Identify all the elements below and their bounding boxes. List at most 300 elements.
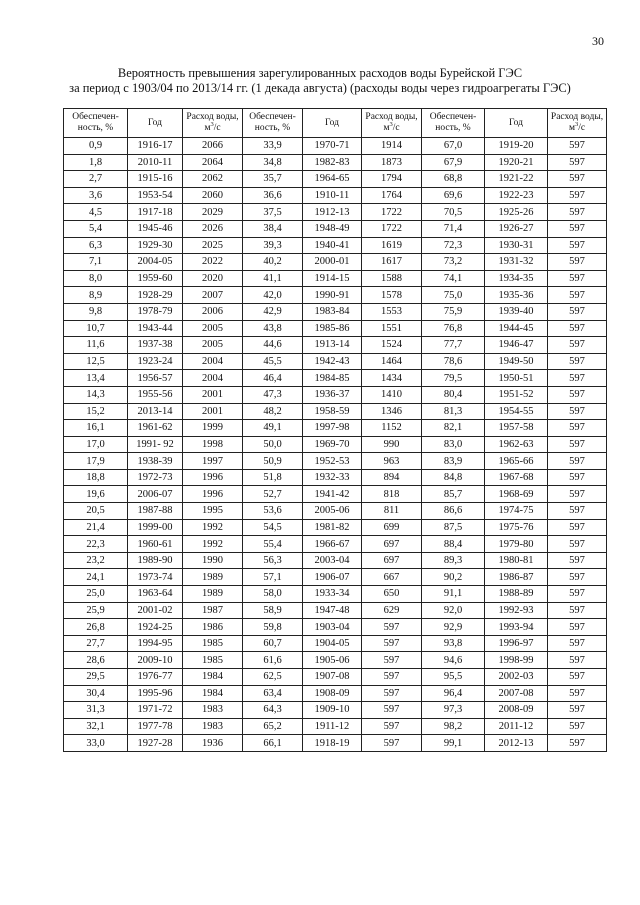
cell-year-3: 1920-21: [485, 154, 548, 171]
cell-prob-2: 51,8: [243, 469, 303, 486]
cell-flow-3: 597: [548, 420, 607, 437]
cell-flow-2: 699: [362, 519, 422, 536]
cell-prob-3: 69,6: [422, 187, 485, 204]
table-row: [64, 486, 607, 503]
cell-flow-1: 2066: [183, 138, 243, 155]
cell-year-1: 2013-14: [128, 403, 183, 420]
table-row: [64, 602, 607, 619]
cell-year-2: 1933-34: [303, 586, 362, 603]
cell-year-1: 1963-64: [128, 586, 183, 603]
table-row: [64, 320, 607, 337]
cell-flow-3: 597: [548, 718, 607, 735]
table-row: [64, 154, 607, 171]
cell-flow-2: 963: [362, 453, 422, 470]
cell-prob-1: 15,2: [64, 403, 128, 420]
cell-year-1: 1956-57: [128, 370, 183, 387]
cell-flow-1: 1984: [183, 669, 243, 686]
cell-flow-3: 597: [548, 735, 607, 752]
cell-flow-1: 1987: [183, 602, 243, 619]
cell-year-1: 1937-38: [128, 337, 183, 354]
cell-year-2: 1906-07: [303, 569, 362, 586]
table-row: [64, 586, 607, 603]
cell-prob-1: 33,0: [64, 735, 128, 752]
table-row: [64, 735, 607, 752]
cell-prob-2: 37,5: [243, 204, 303, 221]
cell-prob-2: 35,7: [243, 171, 303, 188]
cell-flow-1: 2064: [183, 154, 243, 171]
cell-year-1: 2001-02: [128, 602, 183, 619]
cell-prob-1: 8,0: [64, 270, 128, 287]
table-row: [64, 702, 607, 719]
cell-prob-2: 49,1: [243, 420, 303, 437]
table-row: [64, 552, 607, 569]
table-row: [64, 138, 607, 155]
table-row: [64, 171, 607, 188]
header-flow-text: Расход воды, м: [365, 112, 418, 133]
cell-prob-2: 52,7: [243, 486, 303, 503]
table-row: [64, 569, 607, 586]
table-row: [64, 685, 607, 702]
cell-prob-2: 40,2: [243, 254, 303, 271]
table-row: [64, 386, 607, 403]
cell-flow-3: 597: [548, 702, 607, 719]
cell-year-3: 1992-93: [485, 602, 548, 619]
cell-year-2: 1983-84: [303, 303, 362, 320]
header-flow-sup: 3: [389, 120, 393, 128]
cell-flow-1: 2006: [183, 303, 243, 320]
cell-prob-3: 87,5: [422, 519, 485, 536]
cell-flow-2: 1794: [362, 171, 422, 188]
cell-flow-2: 1588: [362, 270, 422, 287]
cell-year-3: 1925-26: [485, 204, 548, 221]
cell-prob-2: 48,2: [243, 403, 303, 420]
cell-flow-1: 2020: [183, 270, 243, 287]
cell-prob-1: 6,3: [64, 237, 128, 254]
cell-prob-3: 67,9: [422, 154, 485, 171]
cell-year-3: 1951-52: [485, 386, 548, 403]
cell-flow-3: 597: [548, 254, 607, 271]
cell-flow-2: 1551: [362, 320, 422, 337]
cell-prob-3: 79,5: [422, 370, 485, 387]
table-row: [64, 337, 607, 354]
cell-year-2: 1907-08: [303, 669, 362, 686]
cell-prob-2: 58,9: [243, 602, 303, 619]
cell-year-3: 2011-12: [485, 718, 548, 735]
cell-year-3: 1926-27: [485, 220, 548, 237]
cell-prob-2: 53,6: [243, 503, 303, 520]
cell-year-2: 1997-98: [303, 420, 362, 437]
cell-year-3: 1954-55: [485, 403, 548, 420]
cell-year-1: 2004-05: [128, 254, 183, 271]
cell-year-2: 1912-13: [303, 204, 362, 221]
cell-prob-3: 73,2: [422, 254, 485, 271]
cell-prob-3: 91,1: [422, 586, 485, 603]
page-number: 30: [592, 34, 604, 48]
cell-prob-3: 92,9: [422, 619, 485, 636]
cell-prob-2: 56,3: [243, 552, 303, 569]
cell-flow-1: 2022: [183, 254, 243, 271]
cell-flow-2: 1722: [362, 220, 422, 237]
cell-flow-2: 1524: [362, 337, 422, 354]
probability-table: [63, 108, 607, 752]
cell-flow-3: 597: [548, 453, 607, 470]
cell-flow-3: 597: [548, 669, 607, 686]
cell-year-1: 1929-30: [128, 237, 183, 254]
cell-prob-3: 77,7: [422, 337, 485, 354]
cell-prob-3: 85,7: [422, 486, 485, 503]
cell-flow-3: 597: [548, 619, 607, 636]
cell-flow-1: 2001: [183, 386, 243, 403]
table-row: [64, 287, 607, 304]
cell-prob-2: 61,6: [243, 652, 303, 669]
cell-year-1: 1972-73: [128, 469, 183, 486]
cell-flow-2: 811: [362, 503, 422, 520]
cell-flow-2: 597: [362, 652, 422, 669]
cell-prob-1: 32,1: [64, 718, 128, 735]
cell-flow-3: 597: [548, 519, 607, 536]
cell-year-1: 1976-77: [128, 669, 183, 686]
cell-prob-2: 50,0: [243, 436, 303, 453]
cell-flow-3: 597: [548, 171, 607, 188]
cell-year-1: 1960-61: [128, 536, 183, 553]
cell-year-3: 2007-08: [485, 685, 548, 702]
cell-prob-3: 74,1: [422, 270, 485, 287]
cell-prob-1: 25,0: [64, 586, 128, 603]
cell-year-1: 1945-46: [128, 220, 183, 237]
cell-prob-1: 22,3: [64, 536, 128, 553]
table-row: [64, 469, 607, 486]
cell-year-1: 1915-16: [128, 171, 183, 188]
cell-flow-3: 597: [548, 552, 607, 569]
cell-flow-1: 1992: [183, 536, 243, 553]
cell-year-2: 1914-15: [303, 270, 362, 287]
cell-year-3: 1957-58: [485, 420, 548, 437]
cell-prob-3: 98,2: [422, 718, 485, 735]
cell-prob-3: 92,0: [422, 602, 485, 619]
cell-year-3: 1974-75: [485, 503, 548, 520]
cell-flow-2: 667: [362, 569, 422, 586]
cell-flow-1: 1999: [183, 420, 243, 437]
cell-prob-1: 17,0: [64, 436, 128, 453]
cell-prob-1: 23,2: [64, 552, 128, 569]
cell-prob-2: 64,3: [243, 702, 303, 719]
cell-flow-2: 650: [362, 586, 422, 603]
cell-flow-2: 1410: [362, 386, 422, 403]
cell-year-2: 1990-91: [303, 287, 362, 304]
cell-year-3: 1986-87: [485, 569, 548, 586]
cell-year-1: 1973-74: [128, 569, 183, 586]
header-flow-unit: /с: [392, 123, 400, 133]
cell-prob-2: 42,0: [243, 287, 303, 304]
cell-year-3: 1979-80: [485, 536, 548, 553]
table-row: [64, 403, 607, 420]
cell-flow-1: 1996: [183, 486, 243, 503]
cell-flow-1: 1986: [183, 619, 243, 636]
cell-flow-2: 597: [362, 735, 422, 752]
cell-year-3: 1946-47: [485, 337, 548, 354]
cell-flow-2: 597: [362, 718, 422, 735]
cell-flow-2: 894: [362, 469, 422, 486]
cell-flow-1: 2005: [183, 337, 243, 354]
cell-year-1: 1978-79: [128, 303, 183, 320]
cell-prob-1: 29,5: [64, 669, 128, 686]
cell-prob-1: 25,9: [64, 602, 128, 619]
cell-prob-3: 90,2: [422, 569, 485, 586]
cell-flow-3: 597: [548, 386, 607, 403]
cell-prob-2: 60,7: [243, 635, 303, 652]
cell-flow-1: 2025: [183, 237, 243, 254]
cell-flow-1: 2007: [183, 287, 243, 304]
header-prob-2: Обеспечен-ность, %: [243, 109, 303, 138]
cell-prob-3: 78,6: [422, 353, 485, 370]
table-body: [64, 138, 607, 752]
header-flow-2: [362, 109, 422, 138]
cell-prob-3: 86,6: [422, 503, 485, 520]
cell-flow-2: 1346: [362, 403, 422, 420]
cell-year-2: 2005-06: [303, 503, 362, 520]
cell-year-2: 1982-83: [303, 154, 362, 171]
cell-year-2: 1947-48: [303, 602, 362, 619]
header-flow-text: Расход воды, м: [186, 112, 239, 133]
cell-prob-2: 65,2: [243, 718, 303, 735]
table-row: [64, 453, 607, 470]
cell-prob-1: 8,9: [64, 287, 128, 304]
cell-flow-2: 818: [362, 486, 422, 503]
cell-flow-1: 1936: [183, 735, 243, 752]
cell-prob-2: 42,9: [243, 303, 303, 320]
cell-flow-1: 2001: [183, 403, 243, 420]
cell-flow-3: 597: [548, 154, 607, 171]
cell-prob-1: 27,7: [64, 635, 128, 652]
cell-flow-2: 1553: [362, 303, 422, 320]
cell-flow-2: 1914: [362, 138, 422, 155]
cell-flow-1: 1985: [183, 635, 243, 652]
cell-flow-2: 1722: [362, 204, 422, 221]
cell-year-1: 1928-29: [128, 287, 183, 304]
cell-prob-1: 26,8: [64, 619, 128, 636]
cell-year-2: 1909-10: [303, 702, 362, 719]
table-row: [64, 353, 607, 370]
cell-prob-2: 43,8: [243, 320, 303, 337]
cell-prob-3: 71,4: [422, 220, 485, 237]
cell-year-2: 1984-85: [303, 370, 362, 387]
cell-flow-1: 1983: [183, 702, 243, 719]
cell-prob-1: 13,4: [64, 370, 128, 387]
cell-prob-3: 84,8: [422, 469, 485, 486]
cell-flow-3: 597: [548, 652, 607, 669]
cell-prob-3: 75,9: [422, 303, 485, 320]
cell-flow-3: 597: [548, 602, 607, 619]
cell-prob-3: 68,8: [422, 171, 485, 188]
cell-year-3: 2002-03: [485, 669, 548, 686]
cell-prob-2: 55,4: [243, 536, 303, 553]
cell-year-1: 1995-96: [128, 685, 183, 702]
cell-flow-3: 597: [548, 353, 607, 370]
cell-prob-3: 75,0: [422, 287, 485, 304]
cell-flow-1: 1989: [183, 586, 243, 603]
cell-prob-3: 88,4: [422, 536, 485, 553]
cell-flow-2: 1764: [362, 187, 422, 204]
header-flow-unit: /с: [578, 123, 586, 133]
cell-prob-3: 80,4: [422, 386, 485, 403]
cell-flow-2: 1873: [362, 154, 422, 171]
cell-year-1: 1938-39: [128, 453, 183, 470]
cell-flow-1: 2026: [183, 220, 243, 237]
header-prob-3: Обеспечен-ность, %: [422, 109, 485, 138]
cell-flow-3: 597: [548, 403, 607, 420]
cell-year-3: 1935-36: [485, 287, 548, 304]
cell-flow-3: 597: [548, 536, 607, 553]
cell-year-3: 1998-99: [485, 652, 548, 669]
cell-flow-3: 597: [548, 486, 607, 503]
cell-prob-2: 34,8: [243, 154, 303, 171]
cell-prob-1: 0,9: [64, 138, 128, 155]
cell-flow-2: 597: [362, 702, 422, 719]
cell-flow-3: 597: [548, 685, 607, 702]
cell-prob-2: 66,1: [243, 735, 303, 752]
cell-flow-1: 2060: [183, 187, 243, 204]
cell-year-2: 1911-12: [303, 718, 362, 735]
cell-prob-3: 81,3: [422, 403, 485, 420]
cell-year-1: 1991- 92: [128, 436, 183, 453]
cell-flow-1: 1996: [183, 469, 243, 486]
cell-year-2: 1941-42: [303, 486, 362, 503]
cell-year-1: 1923-24: [128, 353, 183, 370]
cell-flow-1: 2029: [183, 204, 243, 221]
cell-year-3: 1931-32: [485, 254, 548, 271]
cell-prob-2: 33,9: [243, 138, 303, 155]
cell-prob-3: 99,1: [422, 735, 485, 752]
cell-year-3: 1980-81: [485, 552, 548, 569]
cell-prob-3: 96,4: [422, 685, 485, 702]
cell-year-3: 1922-23: [485, 187, 548, 204]
cell-flow-2: 1434: [362, 370, 422, 387]
cell-year-3: 1962-63: [485, 436, 548, 453]
header-flow-3: [548, 109, 607, 138]
cell-year-1: 2009-10: [128, 652, 183, 669]
cell-year-1: 1999-00: [128, 519, 183, 536]
cell-year-2: 1958-59: [303, 403, 362, 420]
cell-year-3: 2008-09: [485, 702, 548, 719]
header-year-2: Год: [303, 109, 362, 138]
cell-prob-2: 54,5: [243, 519, 303, 536]
cell-prob-3: 89,3: [422, 552, 485, 569]
cell-prob-1: 17,9: [64, 453, 128, 470]
cell-prob-2: 39,3: [243, 237, 303, 254]
cell-flow-2: 1464: [362, 353, 422, 370]
cell-prob-2: 44,6: [243, 337, 303, 354]
cell-prob-1: 14,3: [64, 386, 128, 403]
table-row: [64, 237, 607, 254]
cell-prob-1: 7,1: [64, 254, 128, 271]
cell-prob-1: 18,8: [64, 469, 128, 486]
header-flow-unit: /с: [213, 123, 221, 133]
cell-year-2: 1966-67: [303, 536, 362, 553]
cell-prob-2: 41,1: [243, 270, 303, 287]
cell-flow-1: 1984: [183, 685, 243, 702]
cell-year-3: 1996-97: [485, 635, 548, 652]
cell-flow-3: 597: [548, 237, 607, 254]
cell-prob-1: 9,8: [64, 303, 128, 320]
cell-prob-2: 45,5: [243, 353, 303, 370]
table-row: [64, 220, 607, 237]
cell-flow-2: 990: [362, 436, 422, 453]
header-flow-sup: 3: [210, 120, 214, 128]
table-row: [64, 187, 607, 204]
cell-year-1: 1959-60: [128, 270, 183, 287]
cell-year-2: 1913-14: [303, 337, 362, 354]
cell-flow-3: 597: [548, 635, 607, 652]
cell-prob-1: 1,8: [64, 154, 128, 171]
cell-flow-3: 597: [548, 503, 607, 520]
cell-prob-1: 16,1: [64, 420, 128, 437]
cell-prob-1: 31,3: [64, 702, 128, 719]
table-row: [64, 503, 607, 520]
cell-prob-3: 82,1: [422, 420, 485, 437]
cell-year-3: 1967-68: [485, 469, 548, 486]
cell-flow-3: 597: [548, 337, 607, 354]
cell-year-3: 1921-22: [485, 171, 548, 188]
cell-year-1: 1927-28: [128, 735, 183, 752]
table-row: [64, 204, 607, 221]
cell-prob-2: 63,4: [243, 685, 303, 702]
header-year-3: Год: [485, 109, 548, 138]
table-row: [64, 635, 607, 652]
cell-year-2: 2003-04: [303, 552, 362, 569]
cell-flow-3: 597: [548, 220, 607, 237]
table-row: [64, 370, 607, 387]
cell-prob-2: 47,3: [243, 386, 303, 403]
cell-prob-1: 24,1: [64, 569, 128, 586]
cell-prob-1: 2,7: [64, 171, 128, 188]
cell-flow-1: 1998: [183, 436, 243, 453]
cell-prob-3: 72,3: [422, 237, 485, 254]
cell-flow-3: 597: [548, 138, 607, 155]
cell-flow-2: 697: [362, 552, 422, 569]
cell-year-2: 1981-82: [303, 519, 362, 536]
cell-year-1: 1924-25: [128, 619, 183, 636]
cell-year-2: 1932-33: [303, 469, 362, 486]
cell-prob-1: 4,5: [64, 204, 128, 221]
cell-year-3: 1988-89: [485, 586, 548, 603]
cell-year-3: 1975-76: [485, 519, 548, 536]
table-row: [64, 536, 607, 553]
cell-flow-2: 1617: [362, 254, 422, 271]
cell-flow-1: 1992: [183, 519, 243, 536]
cell-flow-2: 1152: [362, 420, 422, 437]
cell-flow-1: 1997: [183, 453, 243, 470]
cell-flow-1: 2004: [183, 353, 243, 370]
cell-year-2: 1905-06: [303, 652, 362, 669]
cell-year-3: 1949-50: [485, 353, 548, 370]
cell-year-2: 1964-65: [303, 171, 362, 188]
cell-flow-3: 597: [548, 586, 607, 603]
cell-year-1: 1955-56: [128, 386, 183, 403]
cell-year-2: 1908-09: [303, 685, 362, 702]
cell-year-1: 1989-90: [128, 552, 183, 569]
header-flow-sup: 3: [574, 120, 579, 128]
table-row: [64, 254, 607, 271]
table-row: [64, 303, 607, 320]
title-line-1: Вероятность превышения зарегулированных расходов воды Бурейской ГЭС: [117, 66, 523, 80]
table-row: [64, 420, 607, 437]
cell-year-2: 1904-05: [303, 635, 362, 652]
cell-flow-2: 629: [362, 602, 422, 619]
cell-year-1: 1977-78: [128, 718, 183, 735]
cell-flow-1: 1990: [183, 552, 243, 569]
cell-year-3: 1950-51: [485, 370, 548, 387]
cell-year-2: 2000-01: [303, 254, 362, 271]
